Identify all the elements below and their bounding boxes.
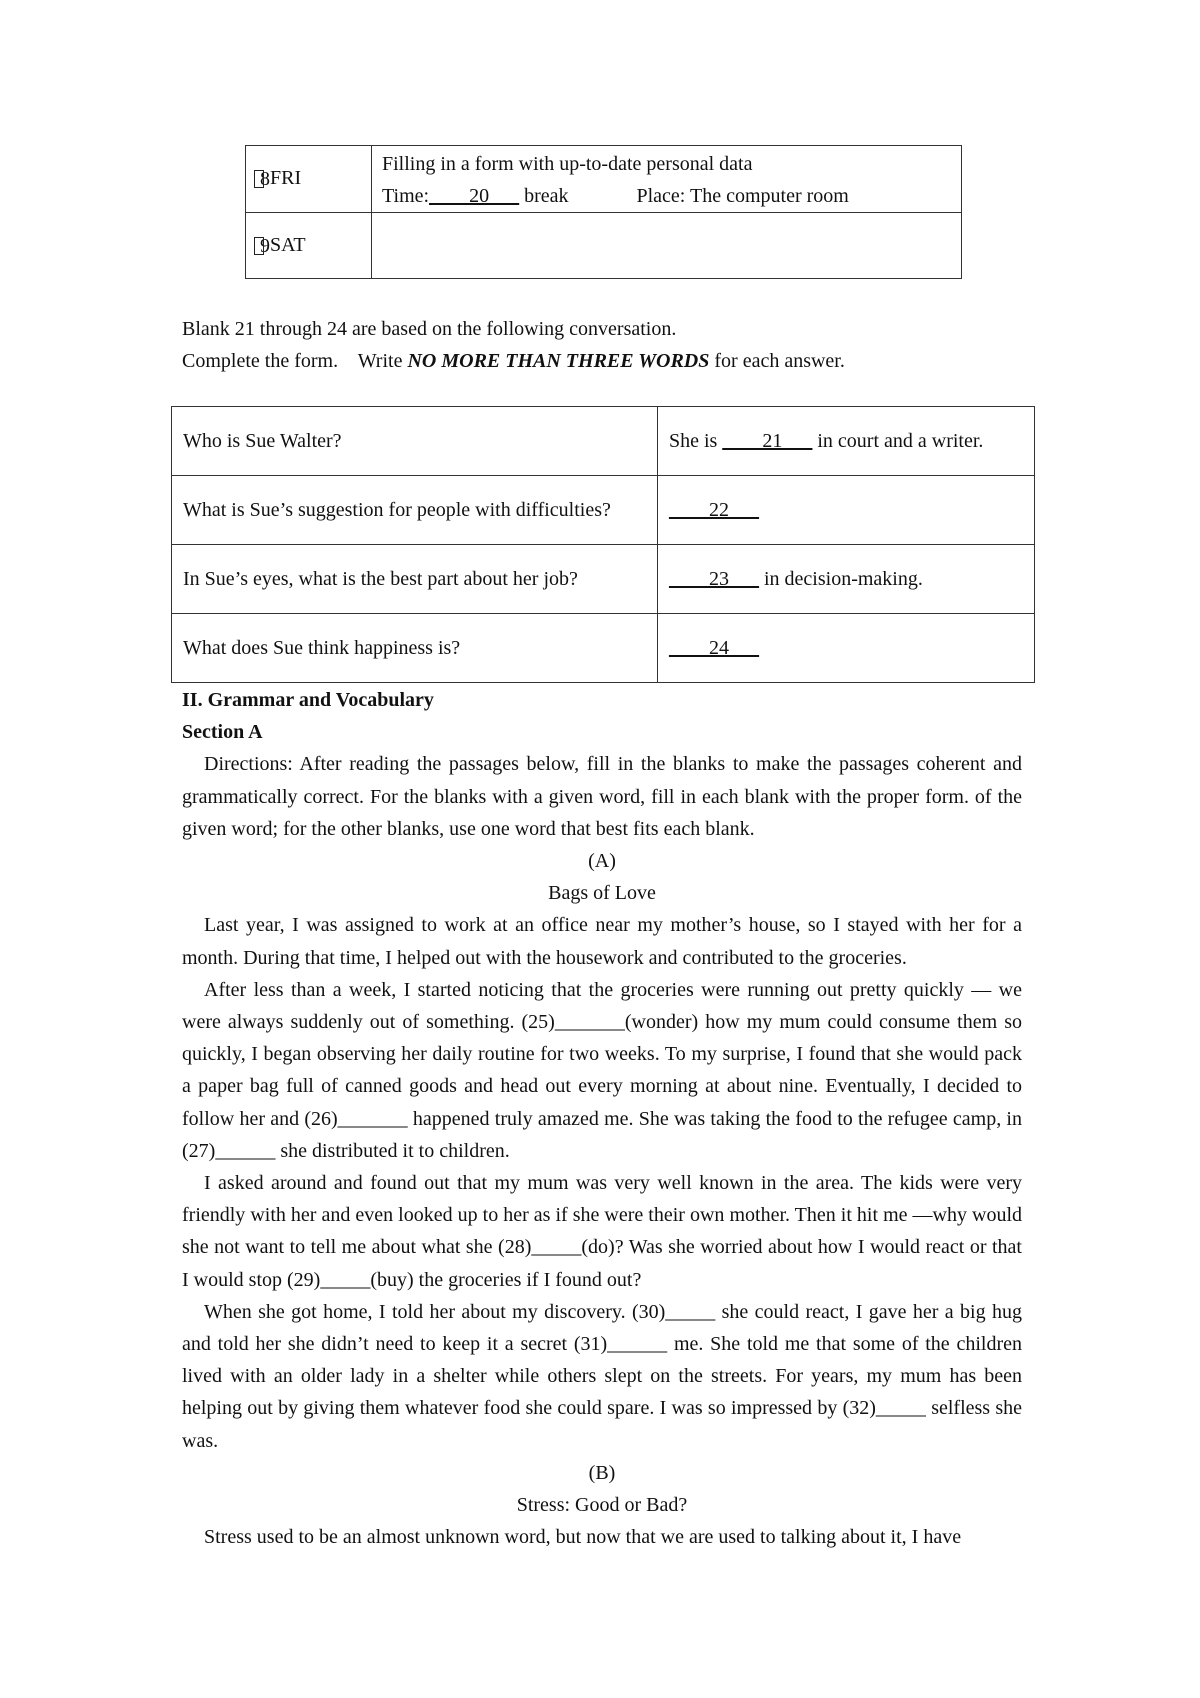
place-label: Place: The computer room <box>636 185 849 207</box>
schedule-desc-cell <box>372 213 962 279</box>
passage-a-title: Bags of Love <box>548 882 656 905</box>
answer-blank[interactable]: ____24___ <box>669 636 759 659</box>
schedule-day-cell <box>246 213 372 279</box>
instructions <box>182 313 845 377</box>
schedule-desc-cell <box>372 146 962 213</box>
schedule-row-sat <box>246 213 962 279</box>
time-suffix: break <box>524 185 569 207</box>
box-frame-icon <box>254 237 264 255</box>
passage-paragraph: After less than a week, I started noticing that the groceries were running out pretty quickly — we were always suddenly out of something. (25)_______(wonder) how my mum could consume them so quickly, I began observing her daily routine for two weeks. To my surprise, I found that she would pack a paper bag full of canned goods and head out every morning at about nine. Eventually, I decided to follow her and (26)_______ happened truly amazed me. She was taking the food to the refugee camp, in (27)______ she distributed it to children. <box>182 978 1022 1162</box>
passage-paragraph: When she got home, I told her about my discovery. (30)_____ she could react, I gave her a big hug and told her she didn’t need to keep it a secret (31)______ me. She told me that some of the children lived with an older lady in a shelter while others slept on the streets. For years, my mum has been helping out by giving them whatever food she could spare. I was so impressed by (32)_____ selfless she was. <box>182 1300 1022 1452</box>
checkbox-glyph-icon: 9 <box>256 235 270 258</box>
form-answer <box>658 407 1035 476</box>
answer-prefix: She is <box>669 429 723 452</box>
answer-blank[interactable]: ____21___ <box>722 429 813 452</box>
passage-b-label: (B) <box>588 1461 616 1484</box>
time-label: Time: <box>382 185 430 207</box>
directions-text: Directions: After reading the passages below, fill in the blanks to make the passages coherent and grammatically correct. For the blanks with a given word, fill in each blank with the proper form. of the given word; for the other blanks, use one word that best fits each blank. <box>182 753 1022 840</box>
passage-paragraph: I asked around and found out that my mum was very well known in the area. The kids were very friendly with her and even looked up to her as if she were their own mother. Then it hit me —why would she not want to tell me about what she (28)_____(do)? Was she worried about how I would react or that I would stop (29)_____(buy) the groceries if I found out? <box>182 1172 1022 1291</box>
checkbox-glyph-icon: 8 <box>256 168 270 191</box>
form-row <box>172 545 1035 614</box>
grammar-section <box>182 684 1022 1553</box>
schedule-day-label: FRI <box>270 167 302 189</box>
instructions-emphasis: NO MORE THAN THREE WORDS <box>407 350 710 372</box>
form-answer <box>658 614 1035 683</box>
passage-paragraph: Last year, I was assigned to work at an office near my mother’s house, so I stayed with her for a month. During that time, I helped out with the housework and contributed to the groceries. <box>182 914 1022 969</box>
form-row <box>172 614 1035 683</box>
schedule-desc-line: Filling in a form with up-to-date personal data <box>382 153 753 175</box>
box-frame-icon <box>254 170 264 188</box>
schedule-table <box>245 145 962 279</box>
schedule-day-label: SAT <box>270 233 306 256</box>
form-question: What does Sue think happiness is? <box>172 614 658 683</box>
answer-form-table <box>171 406 1035 683</box>
instructions-line1: Blank 21 through 24 are based on the following conversation. <box>182 318 677 340</box>
subsection-heading: Section A <box>182 721 263 744</box>
schedule-time-line <box>382 180 951 212</box>
instructions-line2 <box>182 345 845 377</box>
form-question: What is Sue’s suggestion for people with difficulties? <box>172 476 658 545</box>
form-row <box>172 476 1035 545</box>
answer-suffix: in decision-making. <box>759 567 923 590</box>
answer-blank[interactable]: ____22___ <box>669 498 759 521</box>
form-answer <box>658 476 1035 545</box>
section-heading: II. Grammar and Vocabulary <box>182 689 434 711</box>
schedule-day-cell <box>246 146 372 213</box>
form-row <box>172 407 1035 476</box>
answer-suffix: in court and a writer. <box>812 429 984 452</box>
instructions-suffix: for each answer. <box>709 350 845 372</box>
answer-blank[interactable]: ____23___ <box>669 567 759 590</box>
instructions-prefix: Complete the form. Write <box>182 350 408 372</box>
passage-a-label: (A) <box>588 850 616 873</box>
schedule-row-fri <box>246 146 962 213</box>
form-question: Who is Sue Walter? <box>172 407 658 476</box>
time-blank: ____20___ <box>429 185 520 207</box>
form-question: In Sue’s eyes, what is the best part about her job? <box>172 545 658 614</box>
form-answer <box>658 545 1035 614</box>
passage-b-title: Stress: Good or Bad? <box>516 1494 688 1517</box>
passage-paragraph: Stress used to be an almost unknown word, but now that we are used to talking about it, I have <box>204 1526 962 1549</box>
